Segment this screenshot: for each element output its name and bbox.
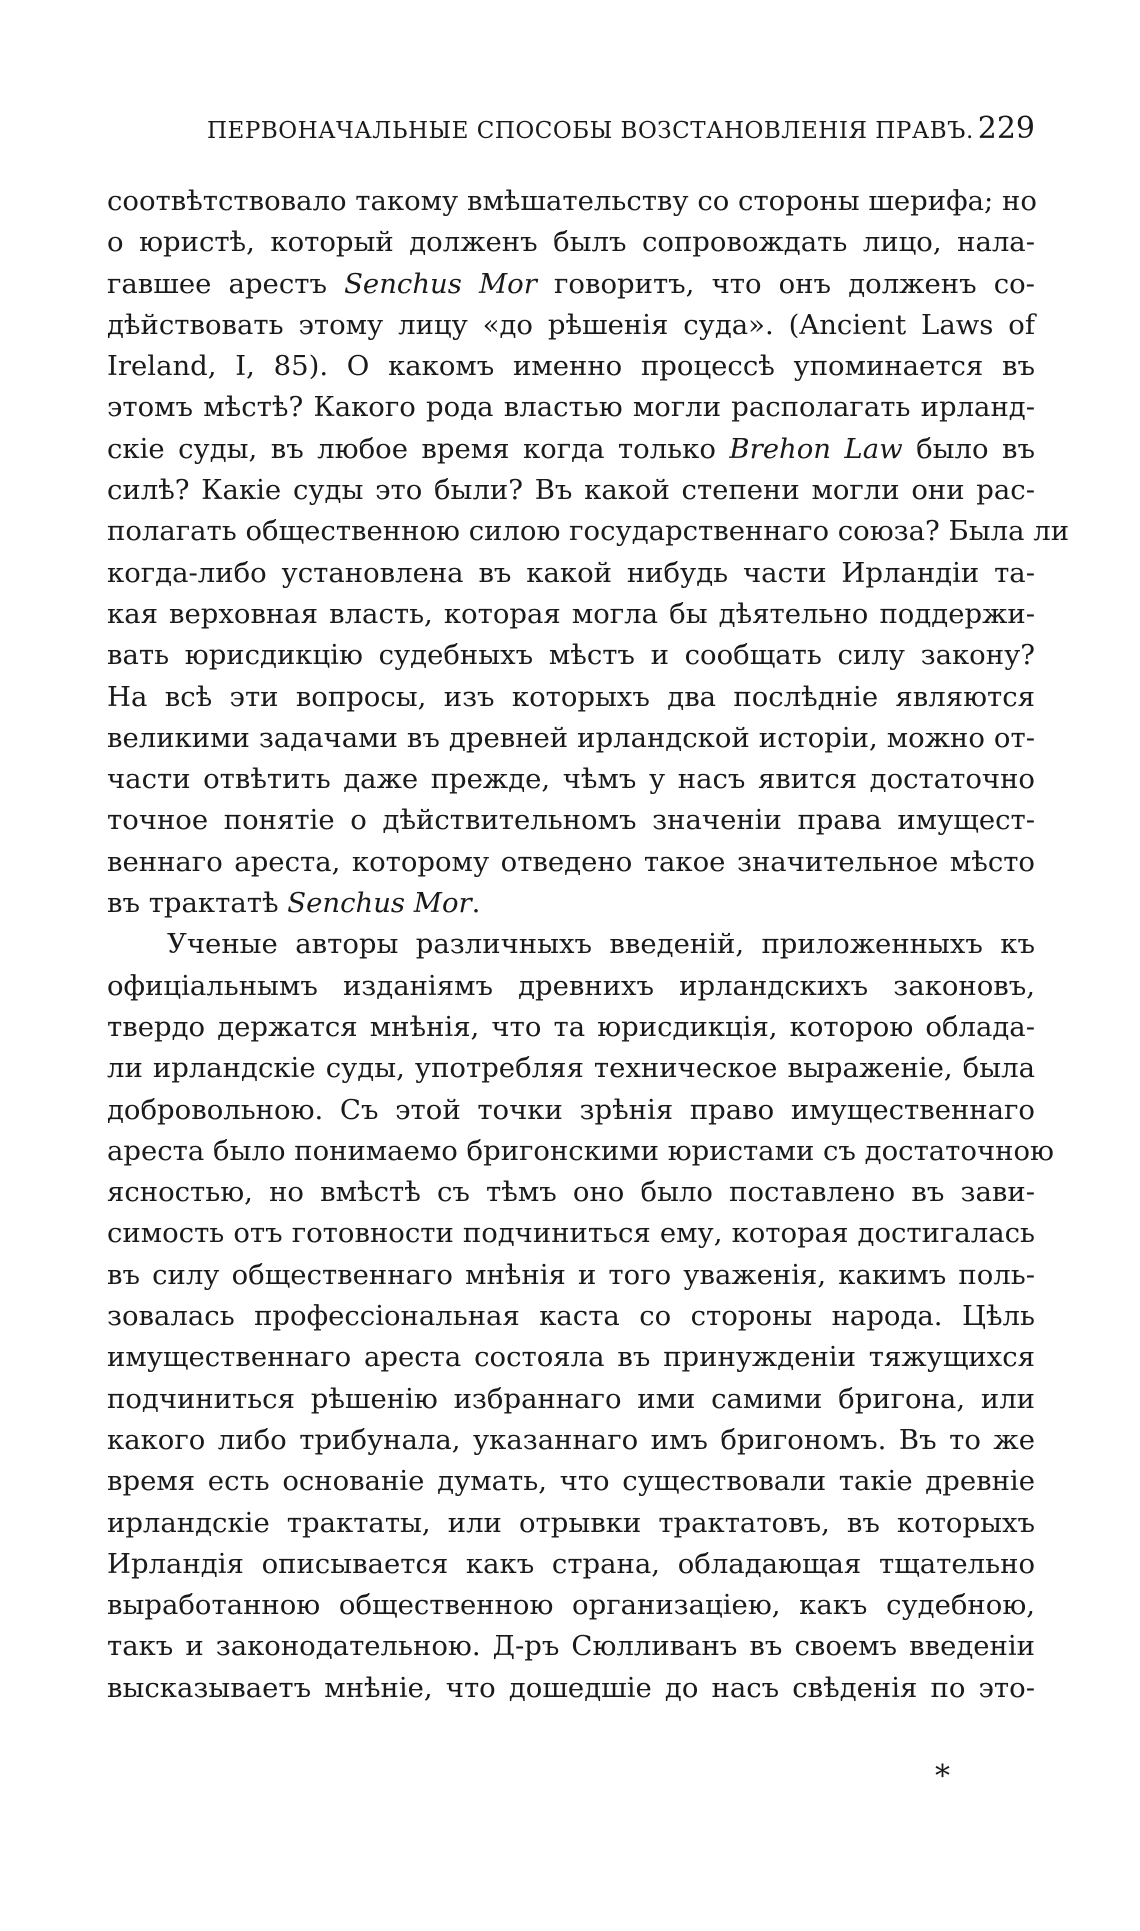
text-line: Ученые авторы различныхъ введеній, приложенныхъ къ	[167, 928, 1035, 961]
text-line	[107, 346, 1035, 387]
text-line: зовалась профессіональная каста со стороны народа. Цѣль	[107, 1300, 1035, 1333]
text-line: ирландскіе трактаты, или отрывки трактатовъ, въ которыхъ	[107, 1506, 1035, 1539]
text-segment: скіе суды, въ любое время когда только	[107, 432, 730, 465]
italic-term: Senchus Mor	[344, 267, 537, 300]
text-line	[107, 759, 1035, 800]
text-line: симость отъ готовности подчиниться ему, которая достигалась	[107, 1217, 1035, 1250]
text-line	[107, 264, 1035, 305]
text-segment: Ireland, I, 85). О какомъ именно процессѣ упоминается въ	[107, 350, 1035, 383]
text-segment: части отвѣтить даже прежде, чѣмъ у насъ явится достаточно	[107, 763, 1035, 796]
text-segment: силѣ? Какіе суды это были? Въ какой степени могли они рас-	[107, 474, 1035, 507]
text-segment: дѣйствовать этому лицу «до рѣшенія суда». (Ancient Laws of	[107, 308, 1035, 341]
text-line	[107, 635, 1035, 676]
text-segment: .	[471, 887, 481, 920]
text-line: высказываетъ мнѣніе, что дошедшіе до насъ свѣденія по это-	[107, 1671, 1035, 1704]
paragraph-1	[107, 181, 1070, 924]
text-line	[107, 677, 1035, 718]
text-line: офиціальнымъ изданіямъ древнихъ ирландскихъ законовъ,	[107, 969, 1035, 1002]
text-line: въ силу общественнаго мнѣнія и того уваженія, какимъ поль-	[107, 1258, 1035, 1291]
text-line	[107, 883, 1035, 924]
text-line: твердо держатся мнѣнія, что та юрисдикція, которою облада-	[107, 1010, 1035, 1043]
text-line: добровольною. Съ этой точки зрѣнія право имущественнаго	[107, 1093, 1035, 1126]
text-segment: веннаго ареста, которому отведено такое значительное мѣсто	[107, 845, 1035, 878]
text-segment: было въ	[902, 432, 1035, 465]
text-segment: гавшее арестъ	[107, 267, 345, 300]
italic-term: Senchus Mor	[287, 887, 472, 920]
text-line	[107, 511, 1070, 552]
text-segment: о юристѣ, который долженъ былъ сопровождать лицо, нала-	[107, 226, 1035, 259]
text-segment: кая верховная власть, которая могла бы дѣятельно поддержи-	[107, 597, 1035, 630]
paragraph-2	[107, 924, 1054, 1709]
text-segment: въ трактатѣ	[107, 887, 288, 920]
text-line: такъ и законодательною. Д-ръ Сюлливанъ въ своемъ введеніи	[107, 1630, 1035, 1663]
text-line: выработанною общественною организаціею, какъ судебною,	[107, 1589, 1035, 1622]
text-line: время есть основаніе думать, что существовали такіе древніе	[107, 1465, 1035, 1498]
text-line	[107, 594, 1035, 635]
italic-term: Brehon Law	[729, 432, 903, 465]
text-line	[107, 222, 1035, 263]
text-segment: соотвѣтствовало такому вмѣшательству со стороны шерифа; но	[107, 185, 1037, 217]
text-line: имущественнаго ареста состояла въ принужденіи тяжущихся	[107, 1341, 1035, 1374]
body-text	[107, 181, 1070, 1709]
text-line	[107, 842, 1035, 883]
text-line	[107, 429, 1035, 470]
page-number: 229	[977, 111, 1035, 146]
text-segment: точное понятіе о дѣйствительномъ значеніи права имущест-	[107, 804, 1035, 837]
text-line	[107, 181, 1035, 222]
text-segment: когда-либо установлена въ какой нибудь части Ирландіи та-	[107, 556, 1035, 589]
text-line	[107, 800, 1035, 841]
running-head: ПЕРВОНАЧАЛЬНЫЕ СПОСОБЫ ВОЗСТАНОВЛЕНІЯ ПРАВЪ.	[207, 118, 974, 144]
text-line: ареста было понимаемо бригонскими юристами съ достаточною	[107, 1134, 1054, 1167]
text-segment: говоритъ, что онъ долженъ со-	[536, 267, 1035, 300]
text-segment: На всѣ эти вопросы, изъ которыхъ два послѣдніе являются	[107, 680, 1035, 713]
text-segment: великими задачами въ древней ирландской исторіи, можно от-	[107, 721, 1035, 754]
page-header	[107, 111, 1035, 155]
text-line	[107, 718, 1035, 759]
text-line: Ирландія описывается какъ страна, обладающая тщательно	[107, 1547, 1035, 1580]
text-line: ли ирландскіе суды, употребляя техническое выраженіе, была	[107, 1052, 1035, 1085]
text-line	[107, 553, 1035, 594]
text-line	[107, 387, 1035, 428]
text-line: какого либо трибунала, указаннаго имъ бригономъ. Въ то же	[107, 1423, 1035, 1456]
signature-mark: *	[935, 1759, 950, 1794]
text-segment: этомъ мѣстѣ? Какого рода властью могли располагать ирланд-	[107, 391, 1035, 424]
text-line: ясностью, но вмѣстѣ съ тѣмъ оно было поставлено въ зави-	[107, 1176, 1035, 1209]
text-line: подчиниться рѣшенію избраннаго ими самими бригона, или	[107, 1382, 1035, 1415]
text-line	[107, 470, 1035, 511]
text-line	[107, 305, 1035, 346]
text-segment: полагать общественною силою государственнаго союза? Была ли	[107, 515, 1070, 548]
text-segment: вать юрисдикцію судебныхъ мѣстъ и сообщать силу закону?	[107, 639, 1035, 672]
